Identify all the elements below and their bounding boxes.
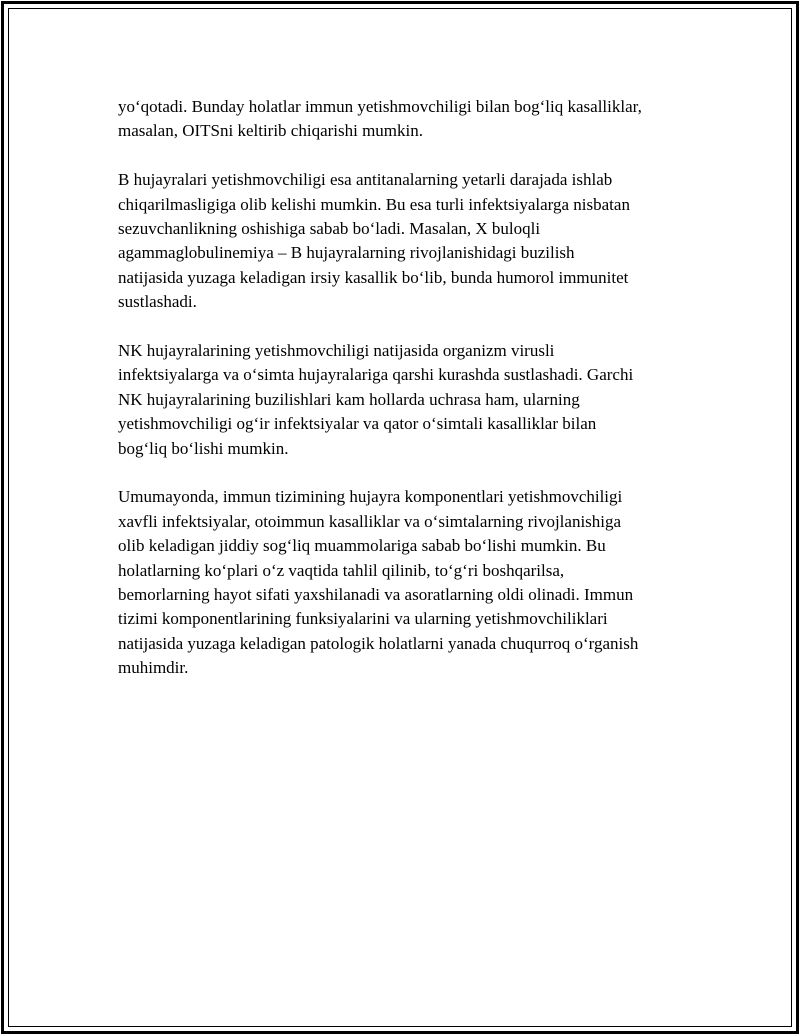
text-line: natijasida yuzaga keladigan irsiy kasallik bo‘lib, bunda humorol immunitet — [118, 267, 629, 287]
text-line: olib keladigan jiddiy sog‘liq muammolariga sabab bo‘lishi mumkin. Bu — [118, 536, 606, 556]
document-body — [118, 95, 700, 705]
text-line: tizimi komponentlarining funksiyalarini va ularning yetishmovchiliklari — [118, 609, 608, 629]
paragraph-2 — [118, 168, 700, 314]
text-line: bog‘liq bo‘lishi mumkin. — [118, 438, 289, 458]
text-line: muhimdir. — [118, 658, 189, 678]
text-line: B hujayralari yetishmovchiligi esa antitanalarning yetarli darajada ishlab — [118, 170, 613, 190]
text-line: holatlarning ko‘plari o‘z vaqtida tahlil qilinib, to‘g‘ri boshqarilsa, — [118, 560, 565, 580]
paragraph-4 — [118, 485, 700, 680]
text-line: yetishmovchiligi og‘ir infektsiyalar va qator o‘simtali kasalliklar bilan — [118, 414, 597, 434]
text-line: infektsiyalarga va o‘simta hujayralariga qarshi kurashda sustlashadi. Garchi — [118, 365, 634, 385]
text-line: NK hujayralarining yetishmovchiligi natijasida organizm virusli — [118, 341, 555, 361]
paragraph-1 — [118, 95, 700, 144]
text-line: sustlashadi. — [118, 292, 197, 312]
paragraph-3 — [118, 339, 700, 461]
text-line: NK hujayralarining buzilishlari kam hollarda uchrasa ham, ularning — [118, 389, 580, 409]
text-line: Umumayonda, immun tizimining hujayra komponentlari yetishmovchiligi — [118, 487, 623, 507]
text-line: chiqarilmasligiga olib kelishi mumkin. Bu esa turli infektsiyalarga nisbatan — [118, 194, 630, 214]
text-line: xavfli infektsiyalar, otoimmun kasalliklar va o‘simtalarning rivojlanishiga — [118, 511, 622, 531]
text-line: agammaglobulinemiya – B hujayralarning rivojlanishidagi buzilish — [118, 243, 575, 263]
text-line: natijasida yuzaga keladigan patologik holatlarni yanada chuqurroq o‘rganish — [118, 633, 639, 653]
text-line: bemorlarning hayot sifati yaxshilanadi va asoratlarning oldi olinadi. Immun — [118, 585, 634, 605]
text-line: sezuvchanlikning oshishiga sabab bo‘ladi. Masalan, X buloqli — [118, 219, 541, 239]
text-line: masalan, OITSni keltirib chiqarishi mumkin. — [118, 121, 424, 141]
text-line: yo‘qotadi. Bunday holatlar immun yetishmovchiligi bilan bog‘liq kasalliklar, — [118, 97, 642, 116]
